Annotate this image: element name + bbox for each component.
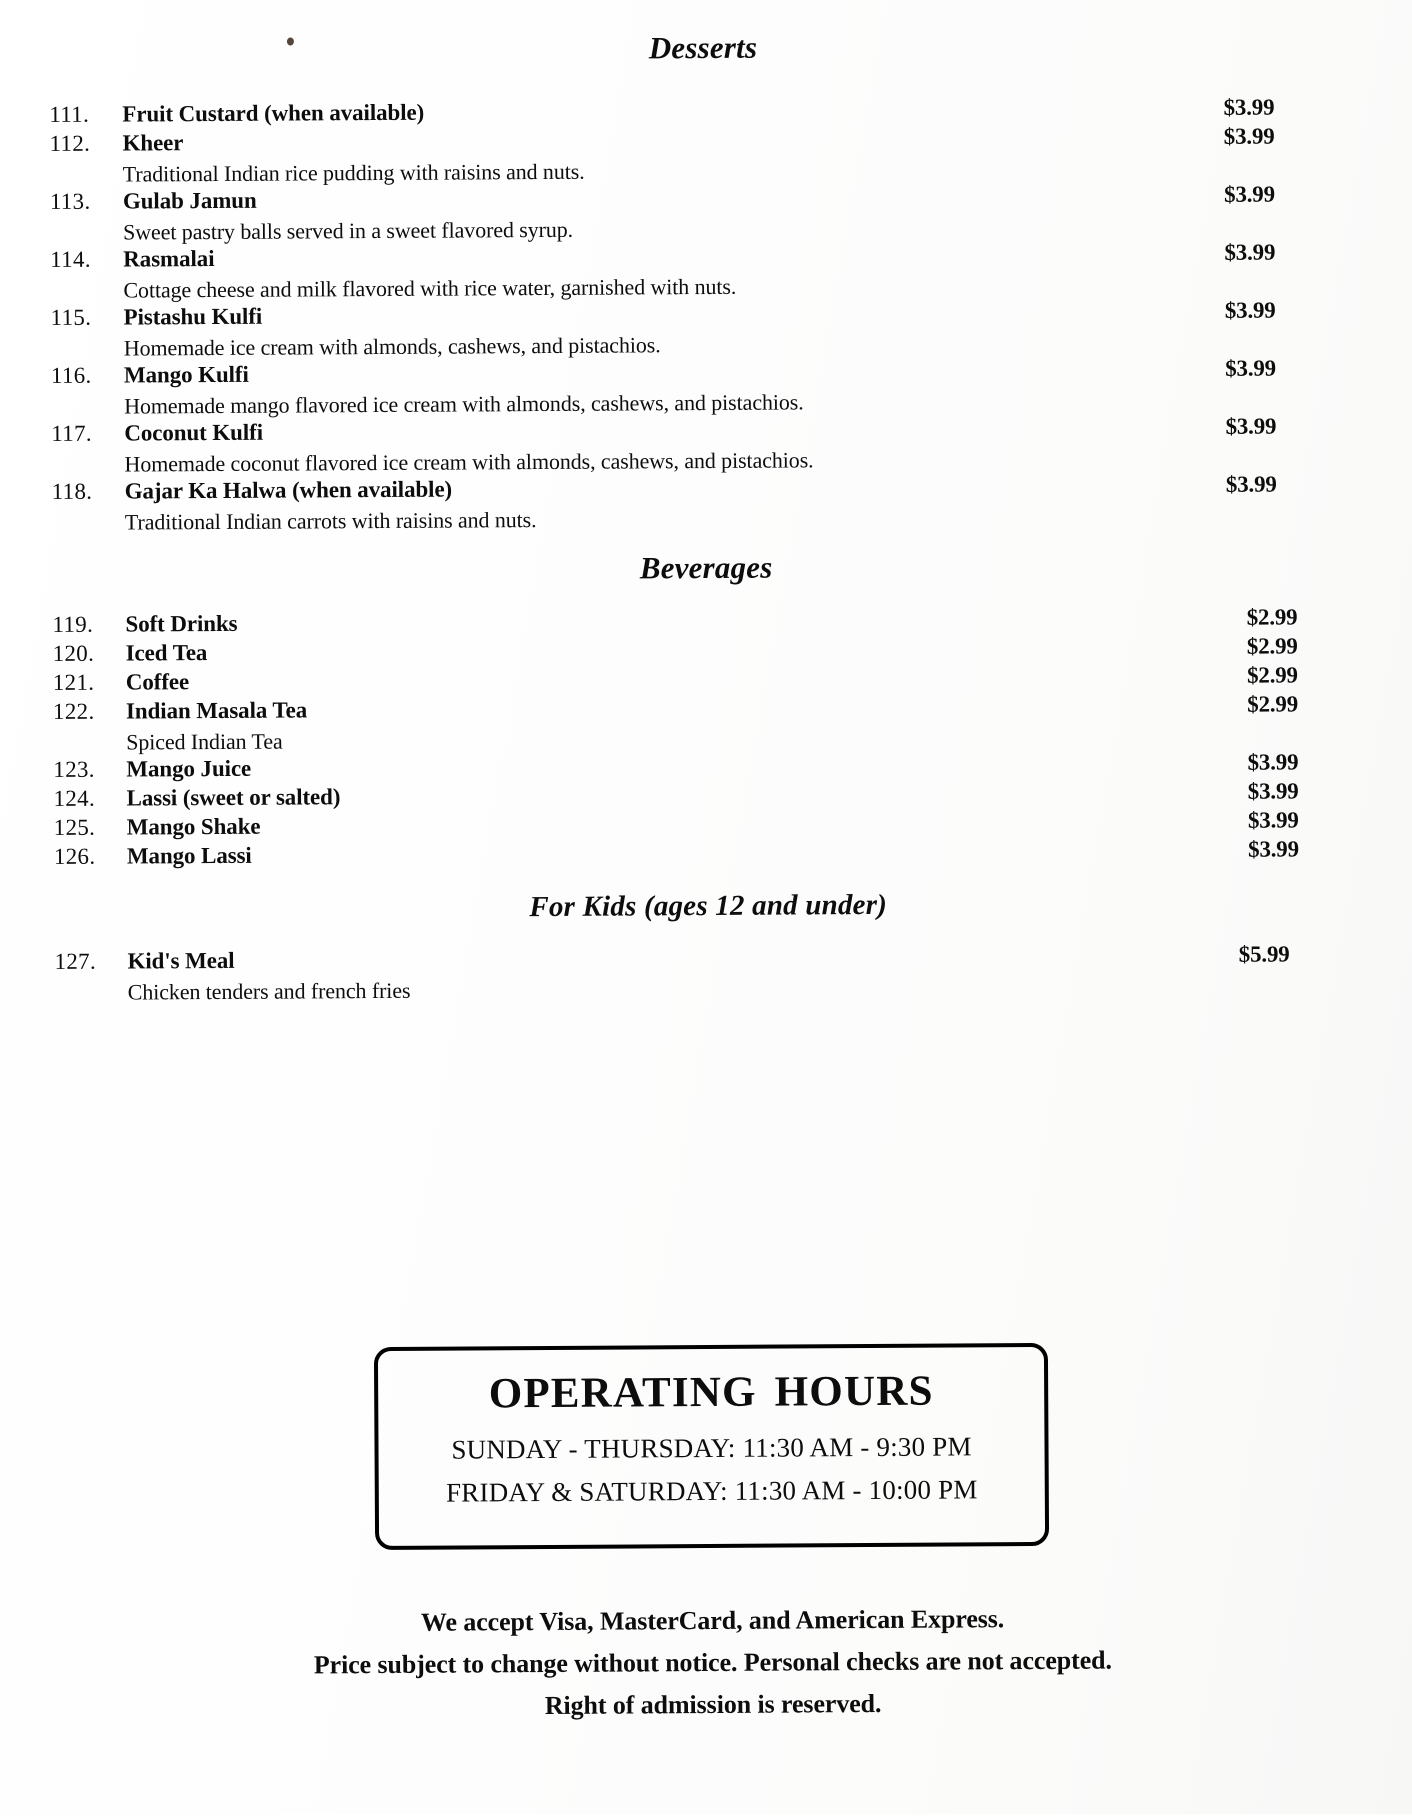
item-price: $3.99 [1247, 807, 1299, 833]
operating-hours-line-weekday: SUNDAY - THURSDAY: 11:30 AM - 9:30 PM [451, 1431, 972, 1465]
footer-line-payment: We accept Visa, MasterCard, and American Express. [420, 1604, 1005, 1637]
menu-footer-notices [6, 1596, 1412, 1731]
item-price: $2.99 [1246, 662, 1298, 688]
item-price: $3.99 [1225, 471, 1277, 497]
item-number: 122. [52, 698, 95, 724]
item-name: Soft Drinks [125, 610, 238, 637]
item-name: Coconut Kulfi [124, 419, 264, 446]
item-name: Coffee [125, 669, 190, 695]
operating-hours-line-weekend: FRIDAY & SATURDAY: 11:30 AM - 10:00 PM [445, 1474, 978, 1508]
item-description: Sweet pastry balls served in a sweet flavored syrup. [123, 216, 574, 245]
item-name: Gajar Ka Halwa (when available) [124, 476, 453, 504]
item-number: 124. [53, 785, 96, 811]
item-description: Chicken tenders and french fries [127, 977, 411, 1005]
item-number: 113. [49, 188, 91, 215]
item-number: 126. [53, 843, 96, 869]
item-number: 123. [53, 756, 95, 782]
item-number: 121. [52, 669, 95, 695]
item-price: $3.99 [1248, 836, 1299, 862]
item-name: Kheer [122, 130, 184, 156]
item-description: Homemade ice cream with almonds, cashews, and pistachios. [123, 332, 661, 361]
menu-item-127 [2, 941, 1412, 1008]
menu-item-118 [0, 471, 1412, 538]
section-heading-for-kids: For Kids (ages 12 and under) [529, 888, 888, 924]
menu-section-beverages [0, 604, 1412, 874]
menu-item-117 [0, 413, 1412, 480]
item-number: 120. [52, 640, 95, 666]
menu-item-112 [0, 123, 1410, 190]
item-number: 117. [51, 420, 92, 446]
item-number: 125. [53, 814, 96, 840]
item-price: $3.99 [1223, 123, 1275, 149]
item-name: Iced Tea [125, 640, 208, 666]
item-number: 114. [50, 246, 91, 273]
menu-item-116 [0, 355, 1411, 422]
item-name: Lassi (sweet or salted) [126, 784, 341, 811]
menu-item-113 [0, 181, 1410, 248]
item-price: $3.99 [1225, 355, 1277, 381]
item-number: 119. [52, 611, 94, 637]
menu-item-114 [0, 239, 1411, 306]
item-number: 112. [49, 130, 91, 157]
item-name: Mango Lassi [126, 842, 252, 869]
footer-line-price-notice: Price subject to change without notice. Personal checks are not accepted. [313, 1645, 1112, 1680]
item-price: $3.99 [1223, 94, 1275, 120]
item-name: Fruit Custard (when available) [122, 99, 425, 127]
item-description: Traditional Indian rice pudding with raisins and nuts. [122, 158, 585, 187]
item-description: Cottage cheese and milk flavored with rice water, garnished with nuts. [123, 273, 737, 303]
item-number: 115. [50, 304, 92, 330]
menu-item-115 [0, 297, 1411, 364]
menu-item-122 [1, 691, 1412, 758]
item-name: Mango Shake [126, 813, 261, 840]
item-price: $3.99 [1225, 413, 1277, 439]
operating-hours-title: OPERATING HOURS [488, 1367, 934, 1418]
footer-line-admission: Right of admission is reserved. [544, 1688, 882, 1721]
item-price: $2.99 [1247, 691, 1299, 717]
item-description: Traditional Indian carrots with raisins and nuts. [124, 507, 537, 535]
item-price: $5.99 [1238, 941, 1290, 967]
item-price: $3.99 [1247, 778, 1299, 804]
item-name: Gulab Jamun [122, 187, 257, 214]
item-name: Kid's Meal [127, 947, 235, 974]
item-number: 116. [50, 362, 92, 388]
menu-section-desserts [0, 94, 1412, 538]
menu-section-for-kids [2, 941, 1412, 1008]
item-number: 127. [54, 948, 97, 974]
item-price: $2.99 [1246, 604, 1298, 630]
item-name: Mango Kulfi [123, 361, 249, 388]
item-price: $3.99 [1224, 181, 1275, 207]
item-description: Spiced Indian Tea [126, 728, 283, 755]
item-price: $3.99 [1247, 749, 1299, 775]
item-name: Rasmalai [123, 245, 215, 272]
section-heading-desserts: Desserts [648, 29, 758, 66]
item-number: 118. [51, 478, 93, 504]
item-description: Homemade mango flavored ice cream with almonds, cashews, and pistachios. [124, 389, 804, 419]
item-description: Homemade coconut flavored ice cream with almonds, cashews, and pistachios. [124, 447, 814, 477]
item-name: Indian Masala Tea [125, 697, 308, 724]
item-name: Pistashu Kulfi [123, 303, 263, 330]
item-number: 111. [49, 101, 90, 128]
item-price: $2.99 [1246, 633, 1298, 659]
operating-hours-box [374, 1343, 1049, 1550]
section-heading-beverages: Beverages [639, 549, 773, 586]
item-name: Mango Juice [126, 755, 252, 782]
item-price: $3.99 [1224, 239, 1276, 265]
item-price: $3.99 [1224, 297, 1276, 323]
